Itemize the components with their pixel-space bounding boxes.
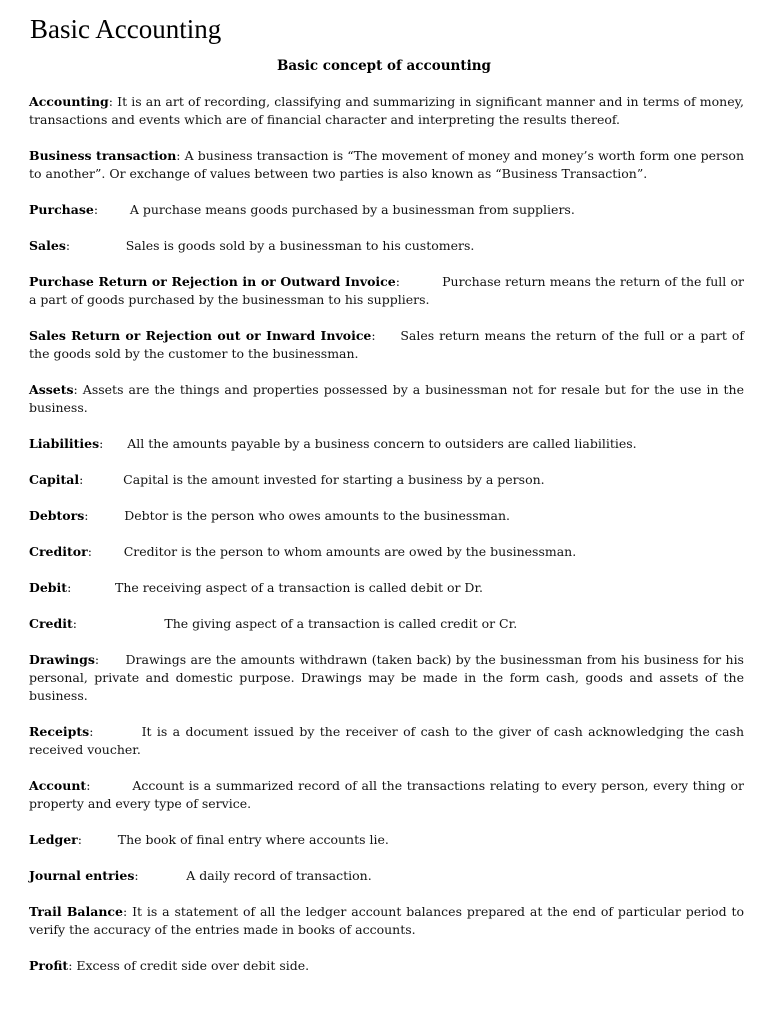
term-separator: :	[122, 904, 133, 919]
definition-entry	[29, 327, 748, 363]
definition-text: It is a statement of all the ledger account balances prepared at the end of particular period to verify the accuracy of the entries made in books of accounts.	[29, 904, 748, 937]
term-separator: :	[99, 436, 128, 451]
definition-text: Creditor is the person to whom amounts are owed by the businessman.	[123, 544, 577, 559]
definition-text: Assets are the things and properties possessed by a businessman not for resale but for the use in the business.	[29, 382, 748, 415]
term-separator: :	[395, 274, 443, 289]
definition-text: Excess of credit side over debit side.	[76, 958, 310, 973]
definition-text: Purchase return means the return of the full or a part of goods purchased by the businessman to his suppliers.	[29, 274, 748, 307]
term-separator: :	[67, 580, 115, 595]
term-separator: :	[68, 958, 77, 973]
definition-entry	[29, 957, 744, 975]
definition-list	[29, 93, 748, 993]
term-separator: :	[93, 202, 130, 217]
definition-entry	[29, 147, 748, 183]
definition-term: Credit	[29, 616, 73, 631]
document-subtitle: Basic concept of accounting	[277, 58, 491, 74]
definition-text: Account is a summarized record of all the transactions relating to every person, every thing or property and every type of service.	[29, 778, 748, 811]
definition-term: Drawings	[29, 652, 95, 667]
definition-entry	[29, 93, 748, 129]
term-separator: :	[87, 544, 124, 559]
definition-term: Accounting	[29, 94, 109, 109]
document-title: Basic Accounting	[30, 14, 222, 44]
definition-term: Capital	[29, 472, 80, 487]
term-separator: :	[371, 328, 401, 343]
definition-term: Purchase	[29, 202, 94, 217]
term-separator: :	[89, 724, 142, 739]
definition-term: Sales	[29, 238, 66, 253]
definition-term: Assets	[29, 382, 74, 397]
term-separator: :	[72, 616, 165, 631]
definition-term: Debtors	[29, 508, 85, 523]
definition-text: The giving aspect of a transaction is called credit or Cr.	[164, 616, 518, 631]
definition-term: Sales Return or Rejection out or Inward Invoice	[29, 328, 372, 343]
definition-text: The receiving aspect of a transaction is called debit or Dr.	[114, 580, 484, 595]
term-separator: :	[79, 472, 124, 487]
term-separator: :	[86, 778, 133, 793]
definition-text: Capital is the amount invested for starting a business by a person.	[123, 472, 545, 487]
definition-entry	[29, 273, 748, 309]
term-separator: :	[84, 508, 125, 523]
definition-entry	[29, 903, 748, 939]
definition-text: Debtor is the person who owes amounts to the businessman.	[124, 508, 510, 523]
term-separator: :	[176, 148, 185, 163]
term-separator: :	[94, 652, 126, 667]
definition-term: Trail Balance	[29, 904, 123, 919]
term-separator: :	[77, 832, 118, 847]
definition-term: Liabilities	[29, 436, 100, 451]
definition-text: Sales is goods sold by a businessman to his customers.	[125, 238, 475, 253]
definition-entry	[29, 435, 744, 453]
definition-entry	[29, 237, 744, 255]
definition-entry	[29, 507, 744, 525]
term-separator: :	[108, 94, 118, 109]
definition-text: Drawings are the amounts withdrawn (taken back) by the businessman from his business for his personal, private and domestic purpose. Drawings may be made in the form cash, goods and assets of the business.	[29, 652, 748, 703]
definition-entry	[29, 381, 748, 417]
definition-entry	[29, 579, 744, 597]
definition-entry	[29, 201, 744, 219]
definition-term: Account	[29, 778, 87, 793]
definition-entry	[29, 471, 744, 489]
definition-text: All the amounts payable by a business concern to outsiders are called liabilities.	[127, 436, 637, 451]
definition-term: Ledger	[29, 832, 78, 847]
definition-term: Purchase Return or Rejection in or Outward Invoice	[29, 274, 396, 289]
definition-text: It is a document issued by the receiver of cash to the giver of cash acknowledging the cash received voucher.	[29, 724, 748, 757]
definition-term: Creditor	[29, 544, 88, 559]
definition-text: It is an art of recording, classifying and summarizing in significant manner and in terms of money, transactions and events which are of financial character and interpreting the results thereof.	[29, 94, 748, 127]
definition-entry	[29, 723, 748, 759]
definition-text: A daily record of transaction.	[186, 868, 372, 883]
definition-entry	[29, 651, 748, 705]
definition-entry	[29, 615, 744, 633]
definition-text: The book of final entry where accounts lie.	[117, 832, 389, 847]
definition-text: A purchase means goods purchased by a businessman from suppliers.	[129, 202, 575, 217]
definition-text: Sales return means the return of the full or a part of the goods sold by the customer to the businessman.	[29, 328, 748, 361]
term-separator: :	[73, 382, 83, 397]
definition-entry	[29, 543, 744, 561]
definition-term: Profit	[29, 958, 69, 973]
definition-text: A business transaction is “The movement of money and money’s worth form one person to another”. Or exchange of values between two parties is also known as “Business Transaction”.	[29, 148, 748, 181]
definition-entry	[29, 867, 744, 885]
definition-term: Debit	[29, 580, 68, 595]
definition-entry	[29, 777, 748, 813]
definition-entry	[29, 831, 744, 849]
term-separator: :	[134, 868, 187, 883]
term-separator: :	[65, 238, 126, 253]
definition-term: Business transaction	[29, 148, 177, 163]
definition-term: Receipts	[29, 724, 90, 739]
definition-term: Journal entries	[29, 868, 135, 883]
